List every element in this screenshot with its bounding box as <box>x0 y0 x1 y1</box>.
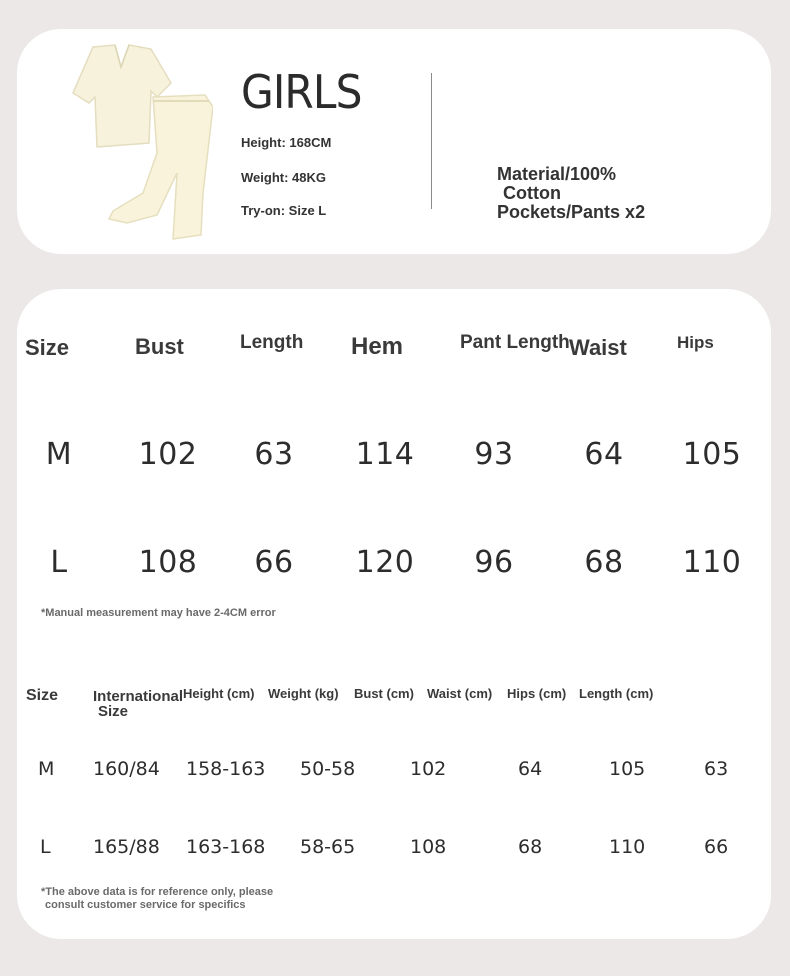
size-cell: M <box>45 437 73 472</box>
header-size: Size <box>25 335 70 360</box>
ref-hips-cell: 110 <box>609 836 646 858</box>
ref-height-cell: 158-163 <box>186 758 266 780</box>
material-line: Cotton <box>503 183 561 203</box>
hem-cell: 120 <box>355 545 415 580</box>
model-weight: Weight: 48KG <box>241 170 326 185</box>
hips-cell: 105 <box>682 437 742 472</box>
ref-header-international: International <box>93 688 184 705</box>
model-tryon-size: Try-on: Size L <box>241 203 327 218</box>
bust-cell: 102 <box>138 437 198 472</box>
ref-bust-cell: 108 <box>410 836 447 858</box>
reference-note <box>41 886 273 912</box>
ref-waist-cell: 64 <box>518 758 543 780</box>
ref-height-cell: 163-168 <box>186 836 266 858</box>
ref-header-size: Size <box>26 687 59 704</box>
waist-cell: 68 <box>584 545 624 580</box>
ref-international-cell: 160/84 <box>93 758 160 780</box>
header-length: Length <box>240 332 304 353</box>
size-chart-card <box>17 289 771 939</box>
length-cell: 63 <box>254 437 294 472</box>
reference-note-line: consult customer service for specifics <box>45 899 246 911</box>
hem-cell: 114 <box>355 437 415 472</box>
ref-header-waist: Waist (cm) <box>427 686 493 701</box>
ref-international-cell: 165/88 <box>93 836 160 858</box>
vertical-divider <box>431 73 432 209</box>
header-hips: Hips <box>677 333 714 352</box>
ref-header-height: Height (cm) <box>183 686 255 701</box>
ref-header-hips: Hips (cm) <box>507 686 567 701</box>
model-info-card <box>17 29 771 254</box>
ref-size-cell: M <box>38 758 55 780</box>
reference-note-line: *The above data is for reference only, please <box>41 886 274 898</box>
ref-header-length: Length (cm) <box>579 686 654 701</box>
ref-weight-cell: 50-58 <box>300 758 356 780</box>
bust-cell: 108 <box>138 545 198 580</box>
header-bust: Bust <box>135 334 184 359</box>
pajama-set-image <box>53 43 213 243</box>
header-pant-length: Pant Length <box>460 332 570 353</box>
model-height: Height: 168CM <box>241 135 332 150</box>
ref-header-bust: Bust (cm) <box>354 686 414 701</box>
ref-length-cell: 63 <box>704 758 729 780</box>
pant-length-cell: 93 <box>474 437 514 472</box>
waist-cell: 64 <box>584 437 624 472</box>
pant-length-cell: 96 <box>474 545 514 580</box>
ref-bust-cell: 102 <box>410 758 447 780</box>
ref-header-size-2: Size <box>98 703 129 720</box>
measurement-note: *Manual measurement may have 2-4CM error <box>41 607 276 619</box>
pockets-line: Pockets/Pants x2 <box>497 202 646 222</box>
size-cell: L <box>50 545 68 580</box>
header-hem: Hem <box>351 333 404 360</box>
ref-size-cell: L <box>40 836 51 858</box>
ref-length-cell: 66 <box>704 836 729 858</box>
ref-header-weight: Weight (kg) <box>268 686 339 701</box>
hips-cell: 110 <box>682 545 742 580</box>
ref-waist-cell: 68 <box>518 836 543 858</box>
brand-logo: GIRLS <box>241 65 362 119</box>
length-cell: 66 <box>254 545 294 580</box>
material-line: Material/100% <box>497 164 617 184</box>
ref-weight-cell: 58-65 <box>300 836 356 858</box>
material-info <box>497 165 645 222</box>
ref-hips-cell: 105 <box>609 758 646 780</box>
header-waist: Waist <box>569 335 627 360</box>
